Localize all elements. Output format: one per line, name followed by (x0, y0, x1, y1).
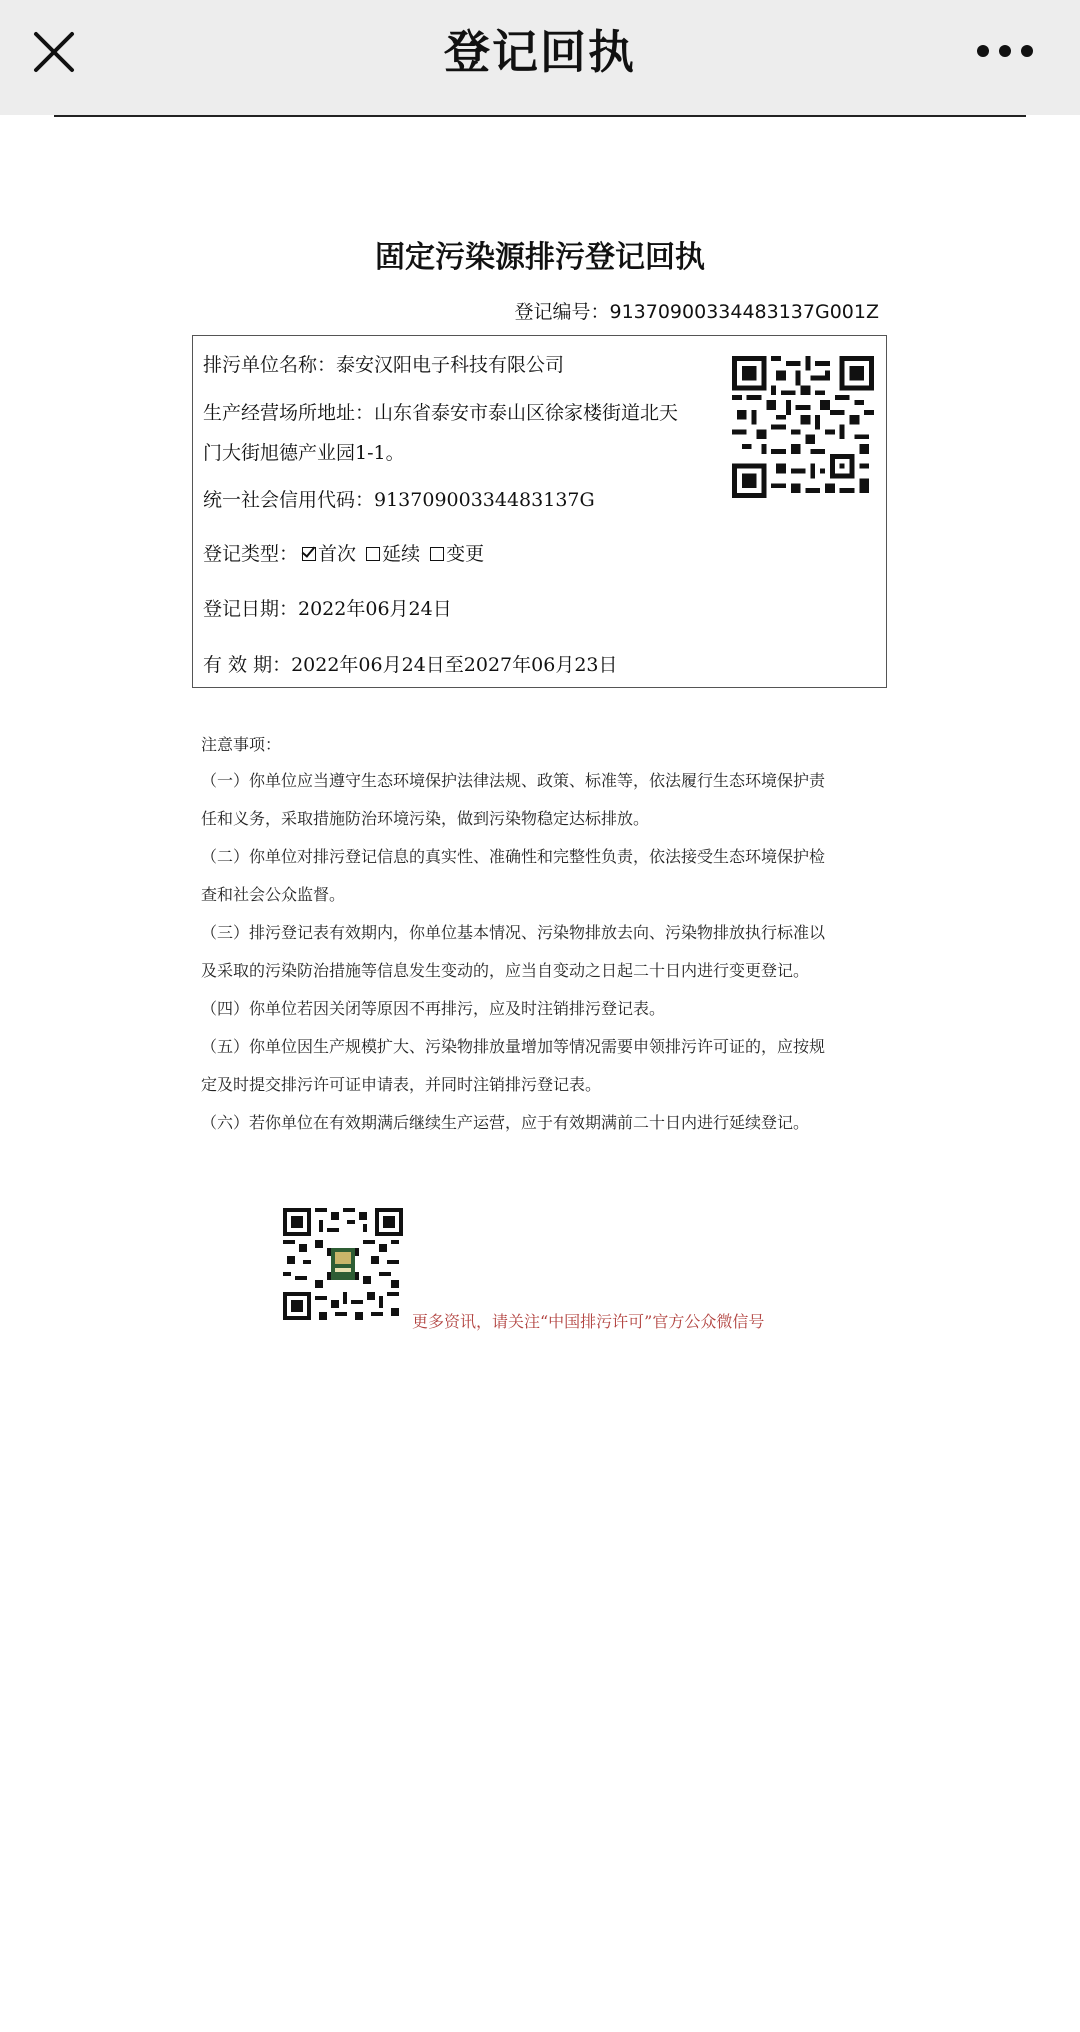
note-line: （二）你单位对排污登记信息的真实性、准确性和完整性负责，依法接受生态环境保护检 (201, 847, 826, 866)
option-renewal-label: 延续 (382, 543, 421, 565)
more-dots-icon (970, 34, 1040, 68)
registration-type-label: 登记类型： (203, 543, 299, 565)
notes-heading: 注意事项： (201, 735, 282, 754)
note-line: （五）你单位因生产规模扩大、污染物排放量增加等情况需要申领排污许可证的，应按规 (201, 1037, 826, 1056)
registration-date: 登记日期：2022年06月24日 (203, 598, 452, 620)
document-title: 固定污染源排污登记回执 (375, 240, 705, 275)
note-line: 定及时提交排污许可证申请表，并同时注销排污登记表。 (201, 1075, 602, 1094)
validity-period: 有 效 期：2022年06月24日至2027年06月23日 (203, 654, 618, 676)
note-line: （六）若你单位在有效期满后继续生产运营，应于有效期满前二十日内进行延续登记。 (201, 1113, 810, 1132)
page-title: 登记回执 (444, 25, 636, 79)
checkbox-first (302, 547, 316, 561)
info-box (192, 335, 887, 688)
follow-wechat-text: 更多资讯，请关注“中国排污许可”官方公众微信号 (412, 1312, 765, 1331)
note-line: 任和义务，采取措施防治环境污染，做到污染物稳定达标排放。 (201, 809, 650, 828)
note-line: 及采取的污染防治措施等信息发生变动的，应当自变动之日起二十日内进行变更登记。 (201, 961, 810, 980)
qr-code-icon (732, 356, 874, 498)
header-divider (54, 115, 1026, 117)
notes-section (201, 732, 881, 1142)
checkbox-change (430, 547, 444, 561)
note-line: （四）你单位若因关闭等原因不再排污，应及时注销排污登记表。 (201, 999, 666, 1018)
more-button[interactable] (970, 34, 1040, 68)
address-line-1: 生产经营场所地址：山东省泰安市泰山区徐家楼街道北天 (203, 402, 679, 424)
option-first-label: 首次 (318, 543, 357, 565)
wechat-qr-code-icon (283, 1208, 403, 1320)
checkbox-renewal (366, 547, 380, 561)
note-line: （一）你单位应当遵守生态环境保护法律法规、政策、标准等，依法履行生态环境保护责 (201, 771, 826, 790)
registration-number: 登记编号：91370900334483137G001Z (514, 301, 879, 323)
unit-name: 排污单位名称：泰安汉阳电子科技有限公司 (203, 354, 565, 376)
note-line: 查和社会公众监督。 (201, 885, 346, 904)
credit-code: 统一社会信用代码：91370900334483137G (203, 489, 595, 511)
top-bar (0, 0, 1080, 115)
option-change-label: 变更 (446, 543, 485, 565)
note-line: （三）排污登记表有效期内，你单位基本情况、污染物排放去向、污染物排放执行标准以 (201, 923, 826, 942)
registration-type (203, 539, 484, 566)
address-line-2: 门大街旭德产业园1-1。 (203, 442, 405, 464)
